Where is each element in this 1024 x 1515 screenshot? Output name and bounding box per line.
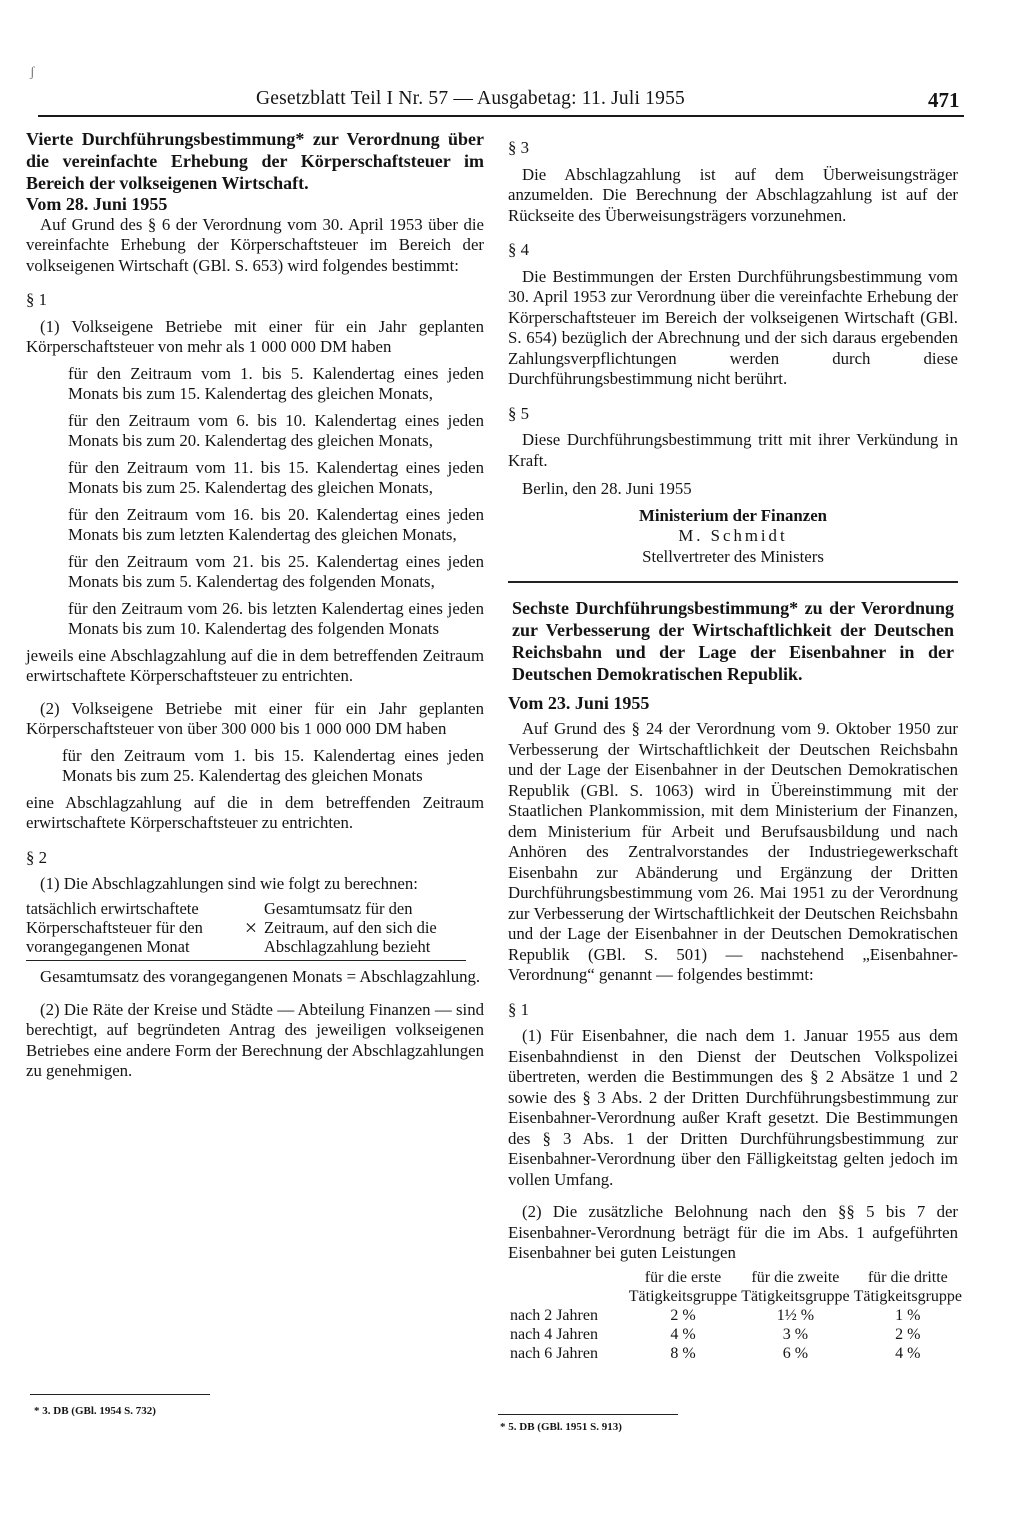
signature-organization: Ministerium der Finanzen: [638, 505, 827, 525]
place-date: Berlin, den 28. Juni 1955: [522, 479, 692, 498]
footnote-rule: [498, 1414, 678, 1415]
table-header: für die dritte Tätigkeitsgruppe: [853, 1268, 963, 1305]
table-cell: 2 %: [670, 1306, 696, 1324]
paragraph: jeweils eine Abschlagzahlung auf die in dem betreffenden Zeitraum erwirtschaftete Körperschaftsteuer zu entrichten.: [26, 645, 484, 685]
table-cell: 4 %: [670, 1325, 696, 1343]
corner-mark: ʃ: [30, 65, 35, 80]
paragraph: (2) Die Räte der Kreise und Städte — Abteilung Finanzen — sind berechtigt, auf begründeten Antrag des jeweiligen volkseigenen Betriebes eine andere Form der Berechnung der Abschlagzahlungen zu genehmigen.: [26, 999, 484, 1080]
section-rule: [508, 581, 958, 583]
signature-name: M. Schmidt: [678, 526, 788, 545]
formula-right-term: Gesamtumsatz für den Zeitraum, auf den sich die Abschlagzahlung bezieht: [264, 898, 437, 956]
left-column: [26, 128, 484, 1082]
section-heading: § 5: [508, 403, 529, 423]
formula-left-term: tatsächlich erwirtschaftete Körperschaftsteuer für den vorangegangenen Monat: [26, 898, 203, 956]
paragraph: eine Abschlagzahlung auf die in dem betreffenden Zeitraum erwirtschaftete Körperschaftsteuer zu entrichten.: [26, 792, 484, 832]
table-cell: 2 %: [895, 1325, 921, 1343]
paragraph: Die Bestimmungen der Ersten Durchführungsbestimmung vom 30. April 1953 zur Verordnung über die vereinfachte Erhebung der Körperschaftsteuer im Bereich der volkseigenen Wirtschaft (GBl. S. 654) bezüglich der Abrechnung und der sich daraus ergebenden Zahlungsverpflichtungen werden durch diese Durchführungsbestimmung nicht berührt.: [508, 266, 958, 388]
paragraph: (2) Die zusätzliche Belohnung nach den §§ 5 bis 7 der Eisenbahner-Verordnung beträgt für die im Abs. 1 aufgeführten Eisenbahner bei guten Leistungen: [508, 1202, 958, 1262]
preamble: Auf Grund des § 6 der Verordnung vom 30. April 1953 über die vereinfachte Erhebung der Körperschaftsteuer im Bereich der volkseigenen Wirtschaft (GBl. S. 653) wird folgendes bestimmt:: [26, 214, 484, 275]
reward-table: [508, 1268, 964, 1363]
table-row: [508, 1325, 964, 1344]
section-heading: § 1: [508, 999, 529, 1019]
fraction-rule: [26, 960, 466, 962]
row-label: nach 6 Jahren: [510, 1344, 598, 1362]
header-rule: [38, 115, 964, 117]
right-column: [508, 128, 963, 1363]
formula: [26, 899, 484, 956]
paragraph: (2) Volkseigene Betriebe mit einer für ein Jahr geplanten Körperschaftsteuer von über 300 000 bis 1 000 000 DM haben: [26, 698, 484, 738]
table-header: für die zweite Tätigkeitsgruppe: [741, 1268, 850, 1305]
table-row: [508, 1344, 964, 1363]
list-item: für den Zeitraum vom 21. bis 25. Kalendertag eines jeden Monats bis zum 5. Kalendertag des folgenden Monats,: [68, 551, 484, 591]
document-title: Vierte Durchführungsbestimmung* zur Verordnung über die vereinfachte Erhebung der Körperschaftsteuer im Bereich der volkseigenen Wirtschaft.: [26, 129, 484, 193]
section-heading: § 1: [26, 290, 47, 309]
running-header: Gesetzblatt Teil I Nr. 57 — Ausgabetag: 11. Juli 1955: [256, 88, 685, 109]
table-header: für die erste Tätigkeitsgruppe: [628, 1268, 738, 1305]
row-label: nach 4 Jahren: [510, 1325, 598, 1343]
paragraph: Die Abschlagzahlung ist auf dem Überweisungsträger anzumelden. Die Berechnung der Abschlagzahlung ist auf der Rückseite des Überweisungsträgers vorzunehmen.: [508, 164, 958, 225]
section-heading: § 4: [508, 240, 529, 259]
document-title: Sechste Durchführungsbestimmung* zu der Verordnung zur Verbesserung der Wirtschaftlichkeit der Deutschen Reichsbahn und der Lage der Eisenbahner in der Deutschen Demokratischen Republik.: [512, 597, 954, 684]
paragraph: (1) Volkseigene Betriebe mit einer für ein Jahr geplanten Körperschaftsteuer von mehr als 1 000 000 DM haben: [26, 316, 484, 356]
table-cell: 1½ %: [776, 1306, 815, 1324]
table-cell: 8 %: [670, 1344, 696, 1362]
document-date: Vom 23. Juni 1955: [508, 692, 650, 713]
section-heading: § 3: [508, 138, 529, 157]
list-item: für den Zeitraum vom 16. bis 20. Kalendertag eines jeden Monats bis zum letzten Kalendertag des gleichen Monats,: [68, 504, 484, 544]
paragraph: (1) Für Eisenbahner, die nach dem 1. Januar 1955 aus dem Eisenbahndienst in den Dienst der Deutschen Volkspolizei übertreten, werden die Bestimmungen des § 2 Absätze 1 und 2 sowie des § 3 Abs. 2 der Dritten Durchführungsbestimmung zur Eisenbahner-Verordnung außer Kraft gesetzt. Die Bestimmungen des § 3 Abs. 1 der Dritten Durchführungsbestimmung zur Eisenbahner-Verordnung über den Fälligkeitstag gelten jedoch im vollen Umfang.: [508, 1026, 958, 1189]
list-item: für den Zeitraum vom 26. bis letzten Kalendertag eines jeden Monats bis zum 10. Kalendertag des folgenden Monats: [68, 598, 484, 638]
signature-role: Stellvertreter des Ministers: [642, 546, 824, 566]
footnote: * 3. DB (GBl. 1954 S. 732): [34, 1405, 156, 1417]
multiply-sign: ×: [244, 914, 258, 940]
footnote-rule: [30, 1394, 210, 1395]
document-date: Vom 28. Juni 1955: [26, 194, 168, 214]
formula-denominator: Gesamtumsatz des vorangegangenen Monats = Abschlagzahlung.: [40, 967, 481, 986]
table-cell: 4 %: [895, 1344, 921, 1362]
preamble: Auf Grund des § 24 der Verordnung vom 9. Oktober 1950 zur Verbesserung der Wirtschaftlichkeit der Deutschen Reichsbahn und der Lage der Eisenbahner in der Deutschen Demokratischen Republik (GBl. S. 1063) wird in Übereinstimmung mit der Staatlichen Plankommission, mit dem Ministerium der Finanzen, dem Ministerium für Arbeit und Berufsausbildung und nach Anhören des Zentralvorstandes der Industriegewerkschaft Eisenbahn zur Abänderung und Ergänzung der Dritten Durchführungsbestimmung vom 26. Mai 1951 zu der Verordnung zur Verbesserung der Wirtschaftlichkeit der Deutschen Reichsbahn und der Lage der Eisenbahner in der Deutschen Demokratischen Republik (GBl. S. 501) — nachstehend „Eisenbahner-Verordnung“ genannt — folgendes bestimmt:: [508, 719, 958, 984]
table-cell: 1 %: [895, 1306, 921, 1324]
list-item: für den Zeitraum vom 1. bis 5. Kalendertag eines jeden Monats bis zum 15. Kalendertag des gleichen Monats,: [68, 363, 484, 403]
signature-block: [508, 506, 958, 568]
list-item: für den Zeitraum vom 6. bis 10. Kalendertag eines jeden Monats bis zum 20. Kalendertag des gleichen Monats,: [68, 410, 484, 450]
row-label: nach 2 Jahren: [510, 1306, 598, 1324]
paragraph: (1) Die Abschlagzahlungen sind wie folgt zu berechnen:: [40, 874, 418, 893]
list-item: für den Zeitraum vom 1. bis 15. Kalendertag eines jeden Monats bis zum 25. Kalendertag des gleichen Monats: [62, 745, 484, 785]
table-cell: 3 %: [782, 1325, 809, 1343]
paragraph: Diese Durchführungsbestimmung tritt mit ihrer Verkündung in Kraft.: [508, 430, 958, 470]
list-item: für den Zeitraum vom 11. bis 15. Kalendertag eines jeden Monats bis zum 25. Kalendertag des gleichen Monats,: [68, 457, 484, 497]
table-cell: 6 %: [782, 1344, 809, 1362]
page-number: 471: [928, 88, 960, 112]
table-row: [508, 1306, 964, 1325]
section-heading: § 2: [26, 847, 47, 867]
footnote: * 5. DB (GBl. 1951 S. 913): [500, 1421, 622, 1433]
